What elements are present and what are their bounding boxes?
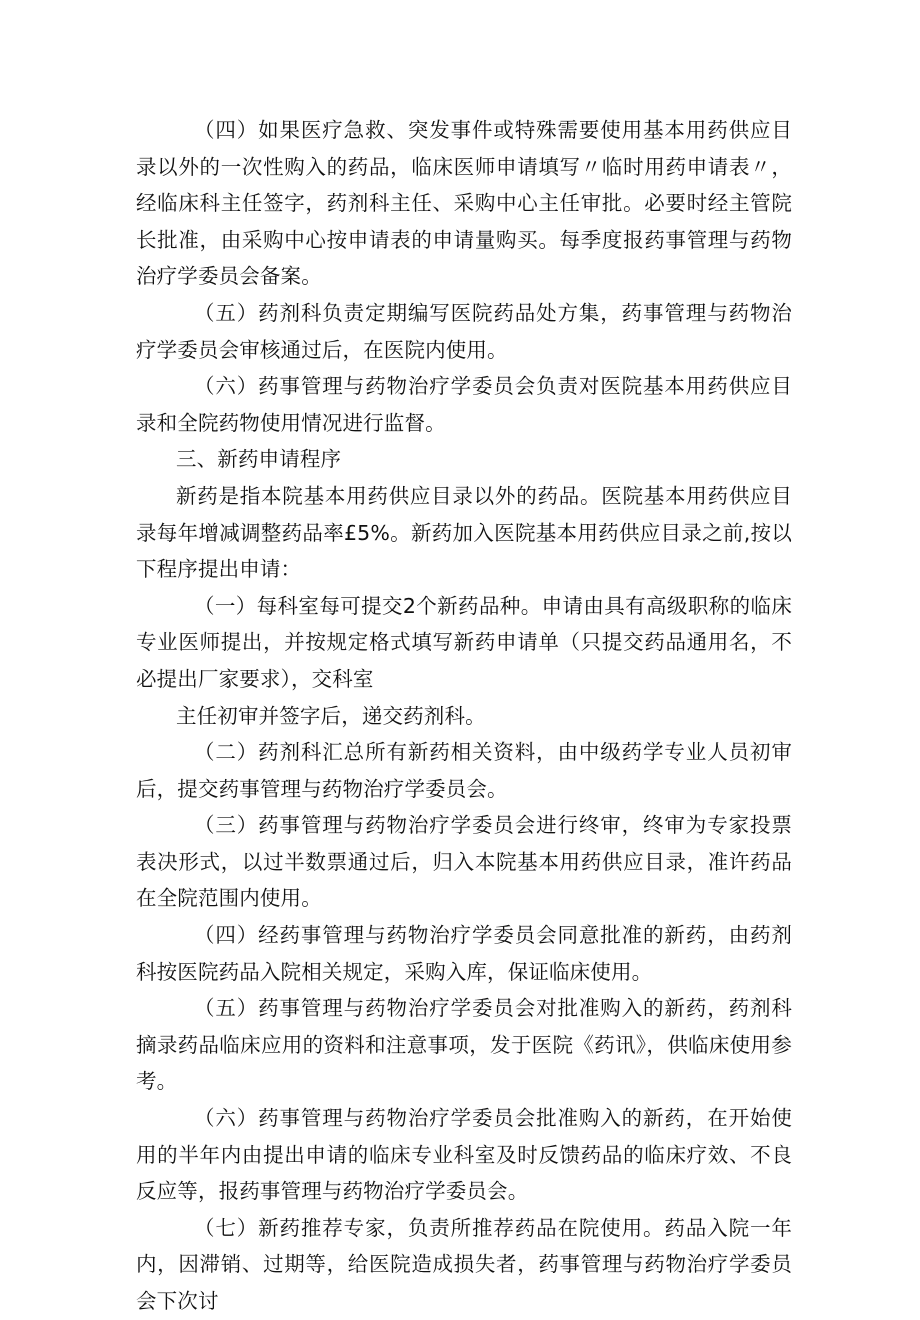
paragraph: （五）药事管理与药物治疗学委员会对批准购入的新药，药剂科摘录药品临床应用的资料和注意事项，发于医院《药讯》，供临床使用参考。 (136, 996, 792, 1094)
paragraph: （七）新药推荐专家，负责所推荐药品在院使用。药品入院一年内，因滞销、过期等，给医院造成损失者，药事管理与药物治疗学委员会下次讨 (136, 1215, 792, 1313)
paragraph: （二）药剂科汇总所有新药相关资料，由中级药学专业人员初审后，提交药事管理与药物治疗学委员会。 (136, 740, 792, 801)
document-body (136, 112, 792, 1320)
paragraph: （五）药剂科负责定期编写医院药品处方集，药事管理与药物治疗学委员会审核通过后，在医院内使用。 (136, 300, 792, 362)
paragraph: （四）如果医疗急救、突发事件或特殊需要使用基本用药供应目录以外的一次性购入的药品，临床医师申请填写〃临时用药申请表〃，经临床科主任签字，药剂科主任、采购中心主任审批。必要时经主管院长批准，由采购中心按申请表的申请量购买。每季度报药事管理与药物治疗学委员会备案。 (136, 118, 792, 289)
paragraph: （六）药事管理与药物治疗学委员会负责对医院基本用药供应目录和全院药物使用情况进行监督。 (136, 374, 792, 435)
paragraph: （三）药事管理与药物治疗学委员会进行终审，终审为专家投票表决形式，以过半数票通过后，归入本院基本用药供应目录，准许药品在全院范围内使用。 (136, 813, 792, 911)
paragraph: （一）每科室每可提交2个新药品种。申请由具有高级职称的临床专业医师提出，并按规定格式填写新药申请单（只提交药品通用名，不必提出厂家要求），交科室 (136, 593, 792, 691)
paragraph: （六）药事管理与药物治疗学委员会批准购入的新药，在开始使用的半年内由提出申请的临床专业科室及时反馈药品的临床疗效、不良反应等，报药事管理与药物治疗学委员会。 (136, 1106, 792, 1204)
section-heading: 三、新药申请程序 (176, 447, 342, 472)
paragraph: （四）经药事管理与药物治疗学委员会同意批准的新药，由药剂科按医院药品入院相关规定，采购入库，保证临床使用。 (136, 923, 792, 984)
paragraph: 新药是指本院基本用药供应目录以外的药品。医院基本用药供应目录每年增减调整药品率£5%。新药加入医院基本用药供应目录之前,按以下程序提出申请： (136, 483, 792, 582)
paragraph: 主任初审并签字后，递交药剂科。 (176, 703, 486, 728)
